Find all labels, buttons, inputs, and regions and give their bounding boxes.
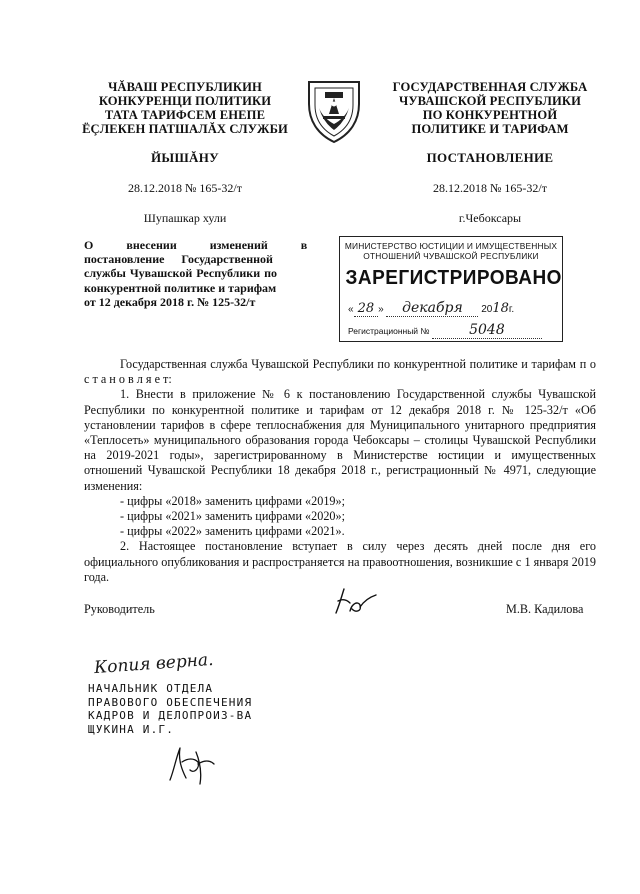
- body-paragraph: Государственная служба Чувашской Республики по конкурентной политике и тарифам п о с т а н о в л я е т:: [84, 357, 596, 387]
- change-item: - цифры «2021» заменить цифрами «2020»;: [120, 509, 345, 524]
- stamp-year-prefix: 20: [481, 304, 493, 315]
- stamp-year-end: г.: [508, 304, 515, 315]
- copy-note: [88, 682, 252, 736]
- copy-note-line: КАДРОВ И ДЕЛОПРОИЗ-ВА: [88, 709, 253, 722]
- subject-line: О внесении изменений в: [84, 238, 308, 252]
- stamp-month: декабря: [386, 300, 478, 317]
- header-left-line: ТАТА ТАРИФСЕМ ЕНЕПЕ: [104, 108, 266, 122]
- stamp-reg-number: 5048: [432, 322, 542, 339]
- copy-note-line: ПРАВОВОГО ОБЕСПЕЧЕНИЯ: [88, 695, 253, 709]
- signatory-role: Руководитель: [84, 602, 155, 616]
- header-left-line: ЧĂВАШ РЕСПУБЛИКИН: [108, 80, 262, 94]
- title-right: ПОСТАНОВЛЕНИЕ: [426, 150, 554, 165]
- stamp-org-line: МИНИСТЕРСТВО ЮСТИЦИИ И ИМУЩЕСТВЕННЫХ: [344, 241, 558, 251]
- header-left-line: ЁÇЛЕКЕН ПАТШАЛĂХ СЛУЖБИ: [82, 122, 288, 136]
- city-right: г.Чебоксары: [458, 211, 522, 225]
- signature-mark: [330, 585, 380, 619]
- title-left: ЙЫШĂНУ: [151, 150, 219, 165]
- header-right-line: ЧУВАШСКОЙ РЕСПУБЛИКИ: [398, 94, 581, 108]
- header-right-line: ПОЛИТИКЕ И ТАРИФАМ: [411, 122, 569, 136]
- header-right: [375, 80, 605, 136]
- copy-handwritten: Копия верна.: [93, 649, 215, 679]
- signatory-name: М.В. Кадилова: [506, 602, 584, 616]
- stamp-date-row: « 28 » декабря 2018г.: [348, 300, 515, 316]
- stamp-reg-row: [348, 322, 554, 339]
- subject-line: конкурентной политике и тарифам: [84, 280, 277, 295]
- stamp-registered: ЗАРЕГИСТРИРОВАНО: [345, 267, 562, 289]
- number-left: 28.12.2018 № 165-32/т: [127, 181, 243, 195]
- subject-line: службы Чувашской Республики по: [84, 266, 278, 281]
- city-left: Шупашкар хули: [143, 211, 227, 225]
- change-item: - цифры «2018» заменить цифрами «2019»;: [120, 493, 345, 508]
- header-left-line: КОНКУРЕНЦИ ПОЛИТИКИ: [98, 94, 272, 108]
- header-right-line: ПО КОНКУРЕНТНОЙ: [422, 108, 558, 122]
- body-paragraph: 2. Настоящее постановление вступает в силу через десять дней после дня его официального опубликования и распространяется на правоотношения, возникшие с 1 января 2019 года.: [84, 539, 596, 584]
- stamp-org-line: ОТНОШЕНИЙ ЧУВАШСКОЙ РЕСПУБЛИКИ: [363, 251, 539, 261]
- subject-block: [84, 238, 306, 309]
- stamp-reg-label: Регистрационный №: [348, 326, 430, 336]
- number-right: 28.12.2018 № 165-32/т: [432, 181, 548, 195]
- body-text: [84, 357, 596, 585]
- registration-stamp: [339, 236, 563, 342]
- subject-line: постановление Государственной: [84, 252, 273, 267]
- subject-line: от 12 декабря 2018 г. № 125-32/т: [84, 294, 256, 309]
- copy-note-line: НАЧАЛЬНИК ОТДЕЛА: [88, 682, 214, 695]
- header-left: [70, 80, 300, 136]
- stamp-year-suffix: 18: [492, 301, 509, 316]
- emblem-icon: [303, 74, 365, 146]
- stamp-day: 28: [354, 301, 379, 317]
- copy-note-line: ЩУКИНА И.Г.: [88, 722, 175, 736]
- body-paragraph: 1. Внести в приложение № 6 к постановлению Государственной службы Чувашской Республики по конкурентной политике и тарифам от 12 декабря 2018 г. № 125-32/т «Об установлении тарифов в сфере теплоснабжения для Муниципального унитарного предприятия «Теплосеть» муниципального образования города Чебоксары – столицы Чувашской Республики на 2019-2021 годы», зарегистрированному в Министерстве юстиции и имущественных отношений Чувашской Республики 18 декабря 2018 г., регистрационный № 4971, следующие изменения:: [84, 387, 596, 493]
- header-right-line: ГОСУДАРСТВЕННАЯ СЛУЖБА: [392, 80, 588, 94]
- change-item: - цифры «2022» заменить цифрами «2021».: [120, 524, 345, 539]
- copy-signature-mark: [160, 740, 220, 788]
